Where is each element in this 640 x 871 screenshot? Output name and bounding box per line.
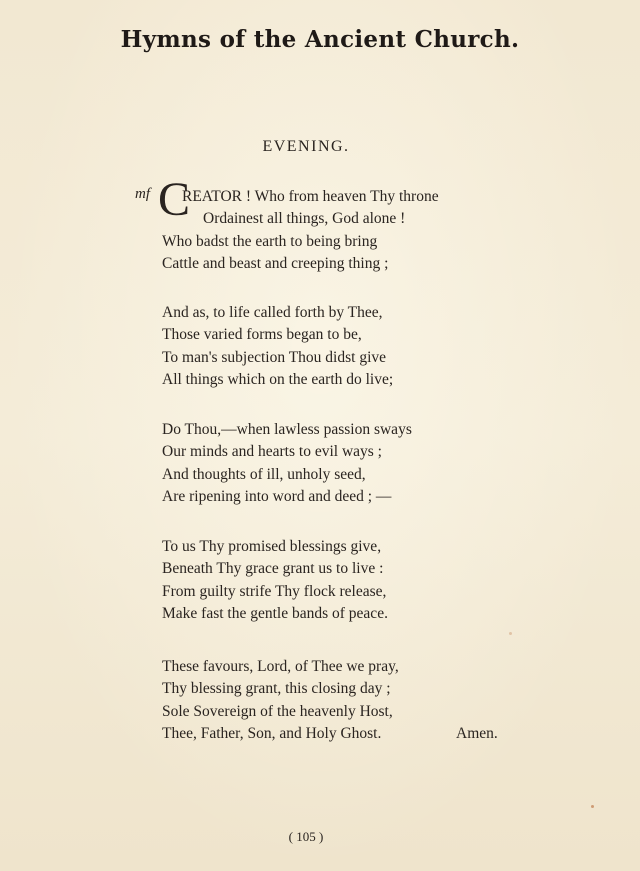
stanza-3 — [162, 419, 412, 509]
section-title: EVENING. — [262, 138, 350, 155]
paper-speck — [509, 632, 512, 635]
verse-line: These favours, Lord, of Thee we pray, — [162, 658, 399, 675]
stanza-2 — [162, 302, 393, 392]
verse-line: Sole Sovereign of the heavenly Host, — [162, 702, 393, 720]
verse-line: And as, to life called forth by Thee, — [162, 304, 383, 321]
verse-line: Thee, Father, Son, and Holy Ghost. — [162, 725, 382, 743]
amen-text: Amen. — [456, 725, 498, 742]
verse-line: Those varied forms began to be, — [162, 326, 362, 344]
verse-line: Are ripening into word and deed ; — — [162, 488, 392, 506]
paper-speck — [591, 805, 594, 808]
verse-line: Cattle and beast and creeping thing ; — [162, 255, 389, 273]
verse-line: All things which on the earth do live; — [162, 371, 394, 389]
dynamic-marking: mf — [135, 186, 150, 202]
verse-line: Who badst the earth to being bring — [162, 232, 378, 250]
drop-cap: C — [158, 173, 191, 226]
verse-line: To us Thy promised blessings give, — [162, 538, 382, 555]
verse-line: Our minds and hearts to evil ways ; — [162, 443, 382, 461]
page-number: ( 105 ) — [288, 829, 324, 844]
verse-line: And thoughts of ill, unholy seed, — [162, 465, 366, 483]
verse-line: To man's subjection Thou didst give — [162, 348, 387, 366]
verse-line: Ordainest all things, God alone ! — [203, 210, 406, 228]
verse-line: Make fast the gentle bands of peace. — [162, 605, 388, 623]
verse-line: REATOR ! Who from heaven Thy throne — [182, 188, 439, 205]
stanza-4 — [162, 536, 388, 626]
stanza-1 — [162, 186, 439, 276]
stanza-5 — [162, 656, 399, 746]
verse-line: Do Thou,—when lawless passion sways — [162, 421, 412, 438]
verse-line: Thy blessing grant, this closing day ; — [162, 680, 391, 698]
verse-line: From guilty strife Thy flock release, — [162, 582, 387, 600]
running-head: Hymns of the Ancient Church. — [120, 26, 520, 53]
verse-line: Beneath Thy grace grant us to live : — [162, 560, 384, 578]
